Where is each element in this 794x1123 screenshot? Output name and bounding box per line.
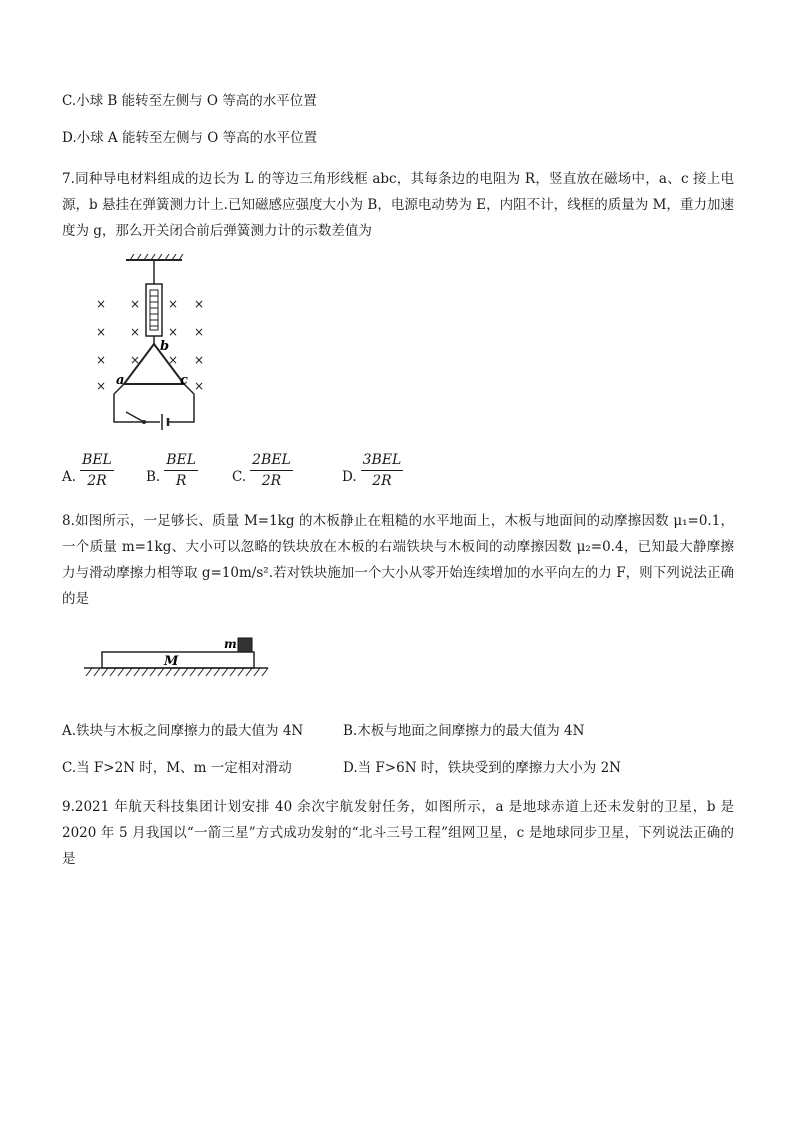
q7-option-d — [342, 452, 403, 489]
q7-option-b — [146, 452, 198, 489]
q7-option-c-num: 2BEL — [250, 452, 293, 471]
q7-option-a-label: A. — [62, 468, 77, 485]
q8-option-d: D.当 F>6N 时，铁块受到的摩擦力大小为 2N — [343, 760, 621, 776]
q7-option-b-den: R — [175, 473, 187, 489]
svg-text:×: × — [194, 353, 205, 367]
svg-text:×: × — [168, 353, 179, 367]
svg-text:×: × — [130, 325, 141, 339]
svg-text:×: × — [130, 297, 141, 311]
q7-option-a — [62, 452, 114, 489]
q6-option-c: C.小球 B 能转至左侧与 O 等高的水平位置 — [62, 93, 317, 109]
q9-stem: 9.2021 年航天科技集团计划安排 40 余次宇航发射任务，如图所示，a 是地球赤道上还未发射的卫星，b 是 2020 年 5 月我国以“一箭三星”方式成功发射的“北斗三号工程”组网卫星，c 是地球同步卫星，下列说法正确的是 — [62, 799, 734, 867]
svg-text:×: × — [168, 297, 179, 311]
q7-option-a-num: BEL — [80, 452, 114, 471]
q7-option-a-den: 2R — [87, 473, 107, 489]
q7-option-b-num: BEL — [164, 452, 198, 471]
q6-option-d: D.小球 A 能转至左侧与 O 等高的水平位置 — [62, 130, 318, 146]
q7-option-b-label: B. — [146, 468, 161, 485]
svg-text:×: × — [96, 379, 107, 393]
q8-option-c: C.当 F>2N 时，M、m 一定相对滑动 — [62, 760, 292, 776]
q7-stem: 7.同种导电材料组成的边长为 L 的等边三角形线框 abc，其每条边的电阻为 R，竖直放在磁场中，a、c 接上电源，b 悬挂在弹簧测力计上.已知磁感应强度大小为 B，电源电动势为 E，内阻不计，线框的质量为 M，重力加速度为 g，那么开关闭合前后弹簧测力计的示数差值为 — [62, 171, 734, 239]
q7-label-a: a — [116, 373, 125, 388]
q7-figure — [82, 254, 222, 436]
svg-text:×: × — [130, 353, 141, 367]
svg-text:×: × — [96, 353, 107, 367]
q7-option-c-label: C. — [232, 468, 247, 485]
q7-option-c — [232, 452, 293, 489]
svg-text:×: × — [194, 379, 205, 393]
q7-option-d-den: 2R — [372, 473, 392, 489]
svg-text:×: × — [194, 297, 205, 311]
svg-text:×: × — [96, 325, 107, 339]
q8-figure — [72, 630, 272, 686]
q7-option-c-den: 2R — [261, 473, 282, 489]
svg-text:×: × — [194, 325, 205, 339]
q8-label-M: M — [164, 654, 179, 669]
q7-label-b: b — [160, 339, 170, 354]
q8-option-a: A.铁块与木板之间摩擦力的最大值为 4N — [62, 723, 304, 739]
q8-stem: 8.如图所示，一足够长、质量 M=1kg 的木板静止在粗糙的水平地面上，木板与地面间的动摩擦因数 μ₁=0.1，一个质量 m=1kg、大小可以忽略的铁块放在木板的右端铁块与木板间的动摩擦因数 μ₂=0.4，已知最大静摩擦力与滑动摩擦力相等取 g=10m/s².若对铁块施加一个大小从零开始连续增加的水平向左的力 F，则下列说法正确的是 — [62, 513, 734, 607]
q8-label-m: m — [224, 637, 237, 651]
q8-option-b: B.木板与地面之间摩擦力的最大值为 4N — [343, 723, 585, 739]
q7-option-d-label: D. — [342, 468, 357, 485]
q7-option-d-num: 3BEL — [361, 452, 404, 471]
svg-text:×: × — [168, 325, 179, 339]
svg-text:×: × — [96, 297, 107, 311]
q7-label-c: c — [180, 373, 188, 388]
